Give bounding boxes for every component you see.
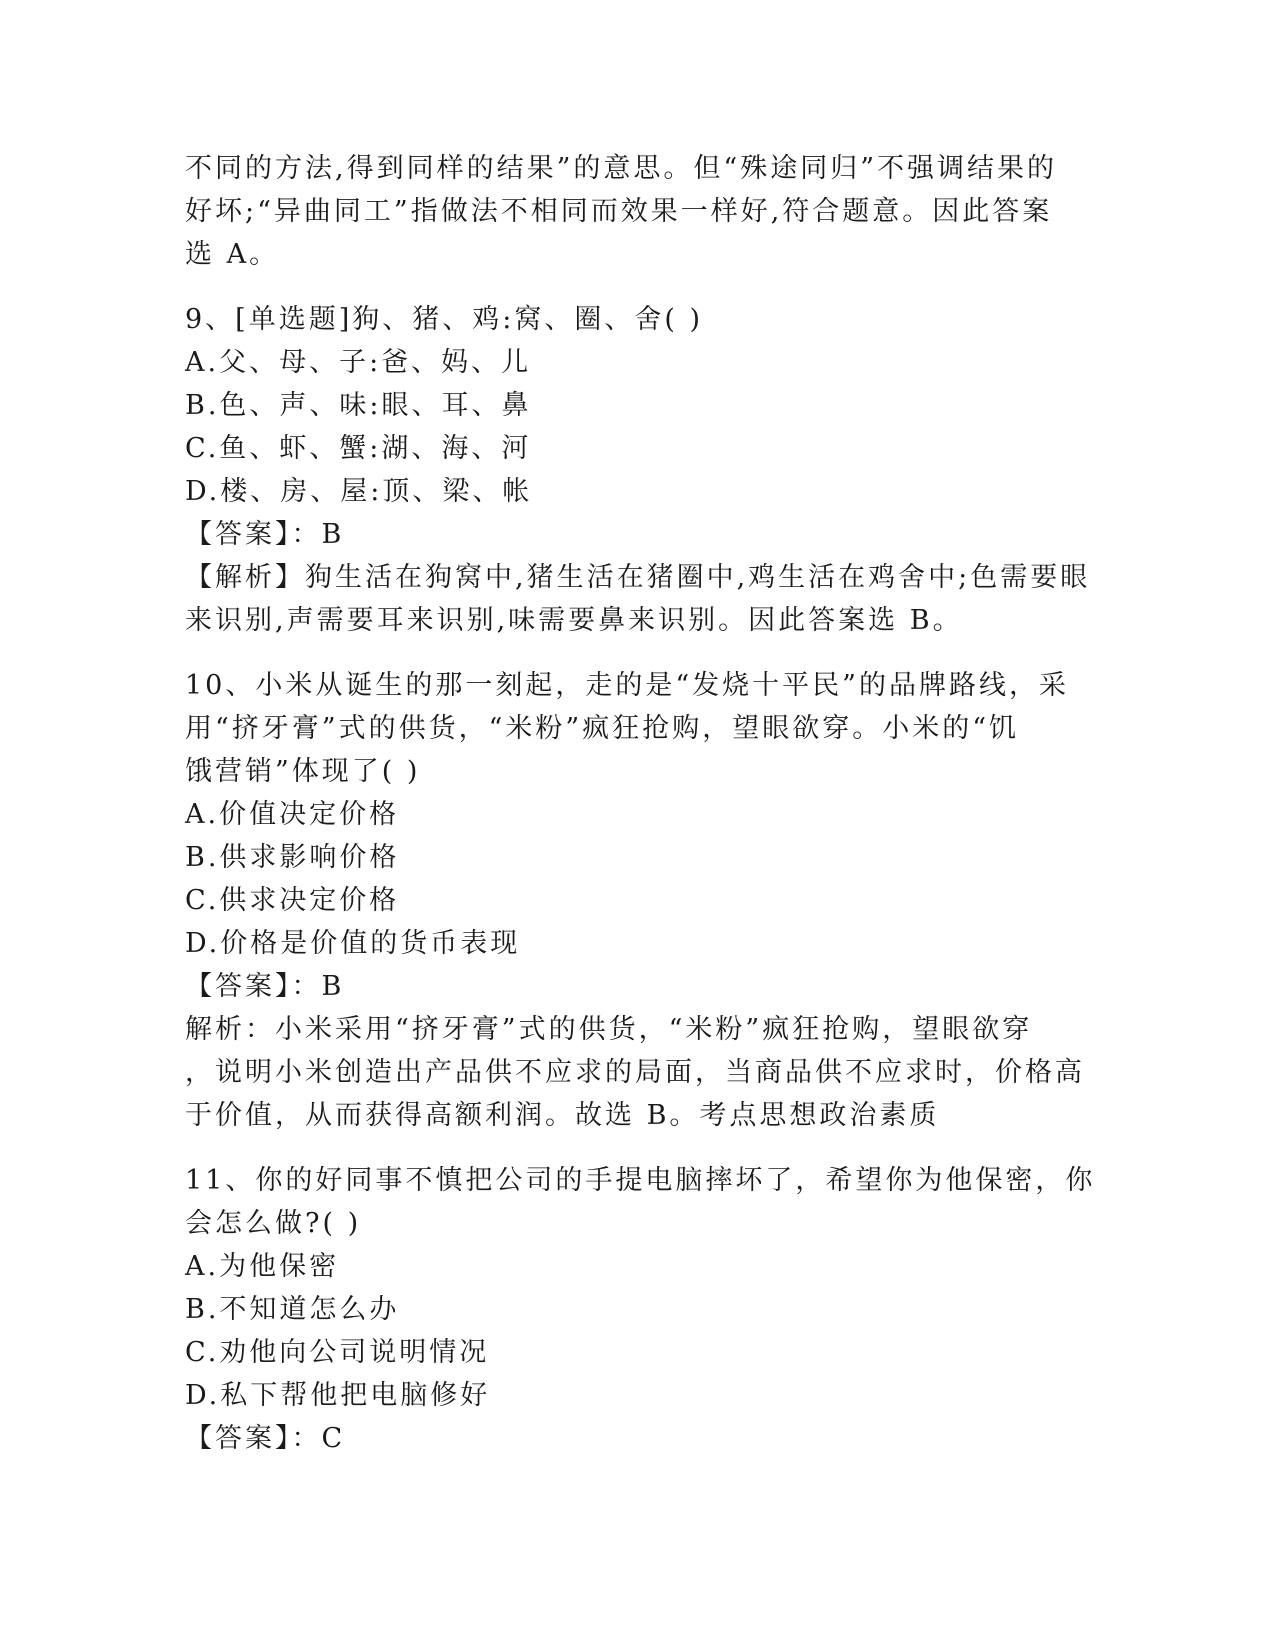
question-11 <box>185 1159 1096 1460</box>
analysis-line: 来识别,声需要耳来识别,味需要鼻来识别。因此答案选 B。 <box>185 605 963 636</box>
question-text: 会怎么做?( ) <box>185 1208 362 1239</box>
analysis-line: 于价值，从而获得高额利润。故选 B。考点思想政治素质 <box>185 1100 940 1131</box>
option-b: B.供求影响价格 <box>185 842 400 873</box>
question-10 <box>185 664 1085 1137</box>
question-text: 用“挤牙膏”式的供货，“米粉”疯狂抢购，望眼欲穿。小米的“饥 <box>185 713 1020 744</box>
option-c: C.供求决定价格 <box>185 885 400 916</box>
option-a: A.父、母、子:爸、妈、儿 <box>185 347 532 378</box>
answer: 【答案】：B <box>185 971 345 1002</box>
option-a: A.价值决定价格 <box>185 799 400 830</box>
question-text: 9、[单选题]狗、猪、鸡:窝、圈、舍( ) <box>185 304 703 335</box>
option-d: D.楼、房、屋:顶、梁、帐 <box>185 476 533 507</box>
answer: 【答案】：B <box>185 519 345 550</box>
analysis-line: ，说明小米创造出产品供不应求的局面，当商品供不应求时，价格高 <box>185 1057 1085 1088</box>
analysis-line: 【解析】狗生活在狗窝中,猪生活在猪圈中,鸡生活在鸡舍中;色需要眼 <box>185 562 1091 593</box>
answer: 【答案】：C <box>185 1423 346 1454</box>
document-page <box>185 147 1096 1460</box>
text-line: 不同的方法,得到同样的结果”的意思。但“殊途同归”不强调结果的 <box>185 153 1057 184</box>
intro-paragraph <box>185 147 1085 276</box>
option-b: B.色、声、味:眼、耳、鼻 <box>185 390 532 421</box>
question-text: 饿营销”体现了( ) <box>185 756 421 787</box>
option-d: D.私下帮他把电脑修好 <box>185 1380 491 1411</box>
question-9 <box>185 298 1091 642</box>
option-c: C.鱼、虾、蟹:湖、海、河 <box>185 433 532 464</box>
text-line: 选 A。 <box>185 239 280 270</box>
question-text: 10、小米从诞生的那一刻起，走的是“发烧十平民”的品牌路线，采 <box>185 670 1069 701</box>
option-a: A.为他保密 <box>185 1251 340 1282</box>
text-line: 好坏;“异曲同工”指做法不相同而效果一样好,符合题意。因此答案 <box>185 196 1053 227</box>
option-d: D.价格是价值的货币表现 <box>185 928 521 959</box>
option-c: C.劝他向公司说明情况 <box>185 1337 490 1368</box>
analysis-line: 解析：小米采用“挤牙膏”式的供货，“米粉”疯狂抢购，望眼欲穿 <box>185 1014 1033 1045</box>
question-text: 11、你的好同事不慎把公司的手提电脑摔坏了，希望你为他保密，你 <box>185 1165 1096 1196</box>
option-b: B.不知道怎么办 <box>185 1294 400 1325</box>
